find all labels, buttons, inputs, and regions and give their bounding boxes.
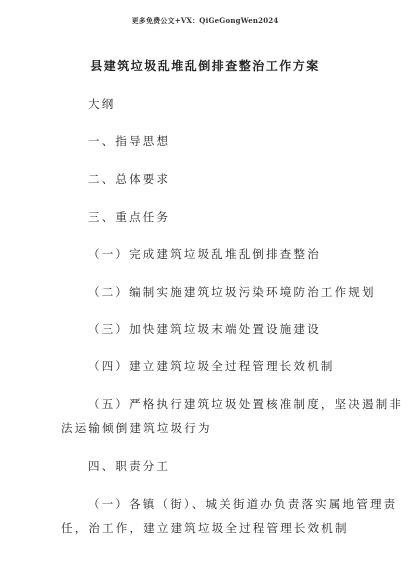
duty-item-1-line-1: （一）各镇（街）、城关街道办负责落实属地管理责	[88, 497, 398, 511]
section-guiding-ideology: 一、指导思想	[88, 134, 171, 148]
outline-heading: 大纲	[88, 97, 116, 111]
task-item-2: （二）编制实施建筑垃圾污染环境防治工作规划	[88, 285, 376, 299]
header-note: 更多免费公文+VX：QiGeGongWen2024	[131, 16, 279, 25]
task-item-5-line-1: （五）严格执行建筑垃圾处置核准制度，坚决遏制非	[88, 397, 404, 411]
task-item-1: （一）完成建筑垃圾乱堆乱倒排查整治	[88, 247, 321, 261]
document-title: 县建筑垃圾乱堆乱倒排查整治工作方案	[90, 59, 320, 73]
duty-item-1-line-2: 任，治工作，建立建筑垃圾全过程管理长效机制	[61, 521, 349, 535]
section-responsibilities: 四、职责分工	[88, 459, 171, 473]
task-item-5-line-2: 法运输倾倒建筑垃圾行为	[61, 421, 212, 435]
section-general-requirements: 二、总体要求	[88, 172, 171, 186]
task-item-3: （三）加快建筑垃圾末端处置设施建设	[88, 322, 321, 336]
section-key-tasks: 三、重点任务	[88, 210, 171, 224]
task-item-4: （四）建立建筑垃圾全过程管理长效机制	[88, 359, 335, 373]
